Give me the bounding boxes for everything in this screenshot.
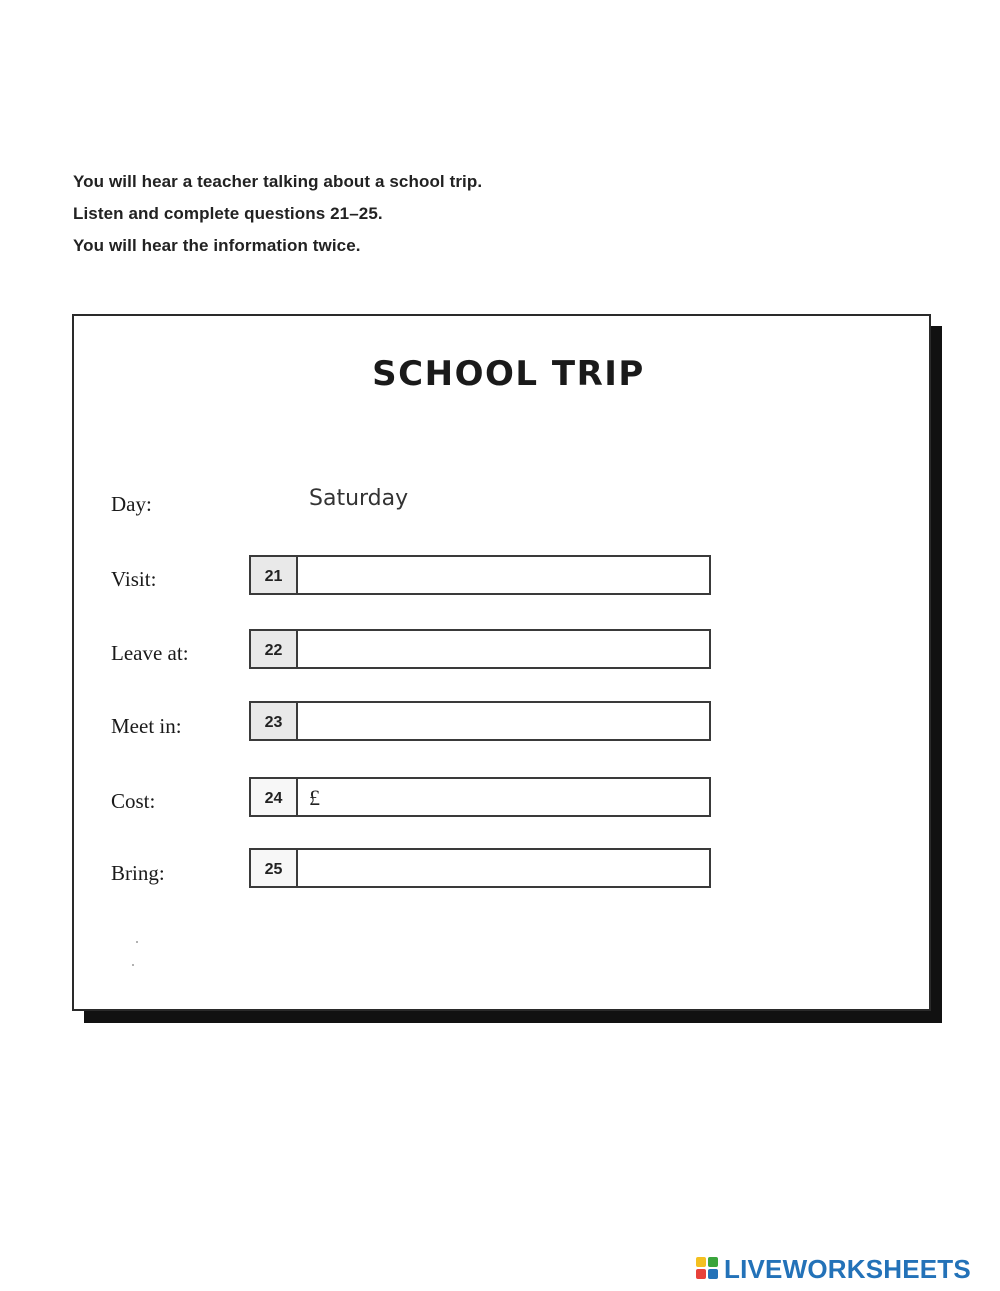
question-number: 23 (251, 703, 298, 739)
day-label: Day: (111, 492, 152, 516)
answer-input-25[interactable] (298, 850, 709, 886)
answer-input-22[interactable] (298, 631, 709, 667)
question-number: 25 (251, 850, 298, 886)
answer-input-21[interactable] (298, 557, 709, 593)
form-title: SCHOOL TRIP (372, 354, 645, 394)
answer-box-24 (249, 777, 711, 817)
bring-label: Bring: (111, 861, 165, 885)
day-value: Saturday (309, 486, 409, 511)
instruction-line: You will hear a teacher talking about a school trip. (73, 172, 483, 191)
leave-at-label: Leave at: (111, 641, 189, 665)
liveworksheets-brand (696, 1254, 971, 1284)
answer-input-23[interactable] (298, 703, 709, 739)
instruction-line: Listen and complete questions 21–25. (73, 204, 383, 223)
answer-box-21 (249, 555, 711, 595)
instructions (73, 168, 773, 264)
answer-box-25 (249, 848, 711, 888)
question-number: 21 (251, 557, 298, 593)
instruction-line: You will hear the information twice. (73, 236, 361, 255)
meet-in-label: Meet in: (111, 714, 182, 738)
school-trip-form (72, 314, 931, 1011)
cost-label: Cost: (111, 789, 156, 813)
answer-input-24[interactable] (298, 779, 709, 815)
question-number: 22 (251, 631, 298, 667)
answer-box-22 (249, 629, 711, 669)
scan-speck (136, 941, 138, 943)
scan-speck (132, 964, 134, 966)
pound-sign: £ (309, 785, 320, 810)
answer-box-23 (249, 701, 711, 741)
brand-name: LIVEWORKSHEETS (724, 1253, 971, 1284)
visit-label: Visit: (111, 567, 157, 591)
question-number: 24 (251, 779, 298, 815)
liveworksheets-logo-icon (696, 1257, 720, 1281)
